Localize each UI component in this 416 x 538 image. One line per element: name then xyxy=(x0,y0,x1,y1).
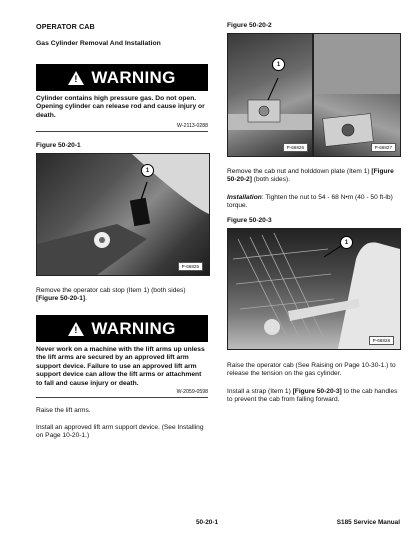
figure-title-3: Figure 50-20-3 xyxy=(227,217,272,224)
warning-banner-1 xyxy=(36,64,208,91)
warning-code-1: W-2113-0288 xyxy=(177,123,208,129)
figure-tag-2b: P-66827 xyxy=(371,143,396,152)
paragraph-install-support: Install an approved lift arm support device. (See Installing on Page 10-20-1.) xyxy=(36,424,204,440)
figure-callout-1: 1 xyxy=(141,164,154,177)
figure-tag-1: P-66825 xyxy=(178,262,203,271)
figure-title-1: Figure 50-20-1 xyxy=(36,142,81,149)
figure-callout-3: 1 xyxy=(340,236,353,249)
figure-photo-2a xyxy=(227,33,313,157)
paragraph-raise-cab: Raise the operator cab (See Raising on Page 10-30-1.) to release the tension on the gas cylinder. xyxy=(227,362,396,378)
warning-label-1: WARNING xyxy=(91,67,176,87)
section-title: OPERATOR CAB xyxy=(36,22,95,31)
warning-text-1: Cylinder contains high pressure gas. Do not open. Opening cylinder can release rod and cause injury or death. xyxy=(36,95,205,119)
warning-triangle-icon: ! xyxy=(68,71,84,85)
installation-label: Installation xyxy=(227,194,262,201)
warning-code-2: W-2059-0598 xyxy=(176,389,208,395)
para-text: to the cab handles to prevent the cab from falling forward. xyxy=(227,388,398,404)
manual-title: S185 Service Manual xyxy=(336,519,400,526)
para-text: Remove the operator cab stop (Item 1) (both sides) xyxy=(36,287,186,294)
figure-photo-1-drawing xyxy=(37,154,209,275)
figure-title-2: Figure 50-20-2 xyxy=(227,22,272,29)
paragraph-remove-stop xyxy=(36,287,208,303)
warning-triangle-icon: ! xyxy=(68,322,84,336)
figure-photo-3 xyxy=(227,228,401,350)
figure-callout-2: 1 xyxy=(272,58,285,71)
paragraph-raise-arms: Raise the lift arms. xyxy=(36,407,91,414)
para-text: Remove the cab nut and holddown plate (Item 1) xyxy=(227,168,372,175)
figure-photo-2b-drawing xyxy=(314,34,400,156)
figure-ref: [Figure 50-20-1] xyxy=(36,295,86,303)
figure-tag-2a: P-66826 xyxy=(283,143,308,152)
para-text: : Tighten the nut to 54 - 68 N•m (40 - 50 ft-lb) torque. xyxy=(227,194,393,210)
divider xyxy=(36,131,208,132)
figure-photo-1 xyxy=(36,153,210,276)
figure-photo-2a-drawing xyxy=(228,34,312,156)
para-text: Install a strap (Item 1) xyxy=(227,388,293,395)
para-text: . xyxy=(85,295,87,303)
warning-label-2: WARNING xyxy=(91,318,176,338)
paragraph-remove-nut xyxy=(227,168,399,184)
subsection-title: Gas Cylinder Removal And Installation xyxy=(36,40,161,47)
figure-ref: [Figure 50-20-2] xyxy=(227,168,394,184)
warning-banner-2 xyxy=(36,315,208,342)
figure-ref: [Figure 50-20-3] xyxy=(292,388,342,395)
paragraph-install-strap xyxy=(227,388,399,404)
figure-photo-2b xyxy=(313,33,401,157)
figure-tag-3: P-66828 xyxy=(369,336,394,345)
paragraph-installation-torque xyxy=(227,194,399,210)
divider xyxy=(36,397,208,398)
page-number: 50-20-1 xyxy=(196,519,219,526)
warning-text-2: Never work on a machine with the lift arms up unless the lift arms are secured by an approved lift arm support device. Failure to use an approved lift arm support device can allow the lift arms or attachment to fall and cause injury or death. xyxy=(36,346,205,387)
para-text: (both sides). xyxy=(251,176,291,184)
figure-photo-3-drawing xyxy=(228,229,400,349)
